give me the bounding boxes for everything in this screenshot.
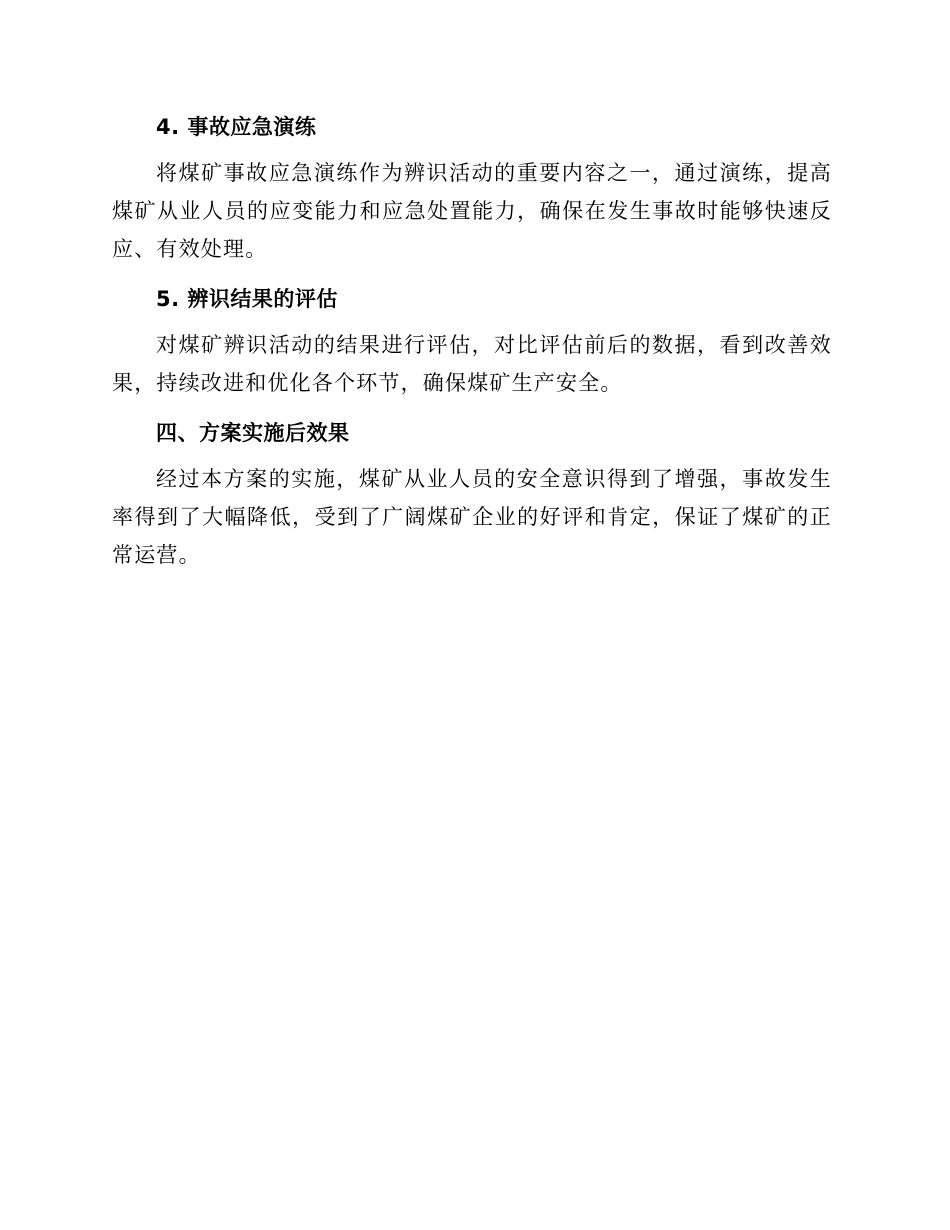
spacer — [112, 448, 832, 460]
spacer — [112, 142, 832, 154]
spacer — [112, 314, 832, 326]
section-heading-result-evaluation: 5. 辨识结果的评估 — [156, 287, 338, 311]
spacer — [112, 268, 832, 284]
section-body-implementation-effect: 经过本方案的实施，煤矿从业人员的安全意识得到了增强，事故发生率得到了大幅降低，受到了广阔煤矿企业的好评和肯定，保证了煤矿的正常运营。 — [112, 467, 832, 567]
section-heading-emergency-drill: 4. 事故应急演练 — [156, 115, 317, 139]
document-content — [112, 112, 832, 574]
section-heading-implementation-effect: 四、方案实施后效果 — [156, 421, 350, 445]
spacer — [112, 402, 832, 418]
section-body-emergency-drill: 将煤矿事故应急演练作为辨识活动的重要内容之一，通过演练，提高煤矿从业人员的应变能力和应急处置能力，确保在发生事故时能够快速反应、有效处理。 — [112, 161, 832, 261]
section-body-result-evaluation: 对煤矿辨识活动的结果进行评估，对比评估前后的数据，看到改善效果，持续改进和优化各个环节，确保煤矿生产安全。 — [112, 333, 832, 395]
